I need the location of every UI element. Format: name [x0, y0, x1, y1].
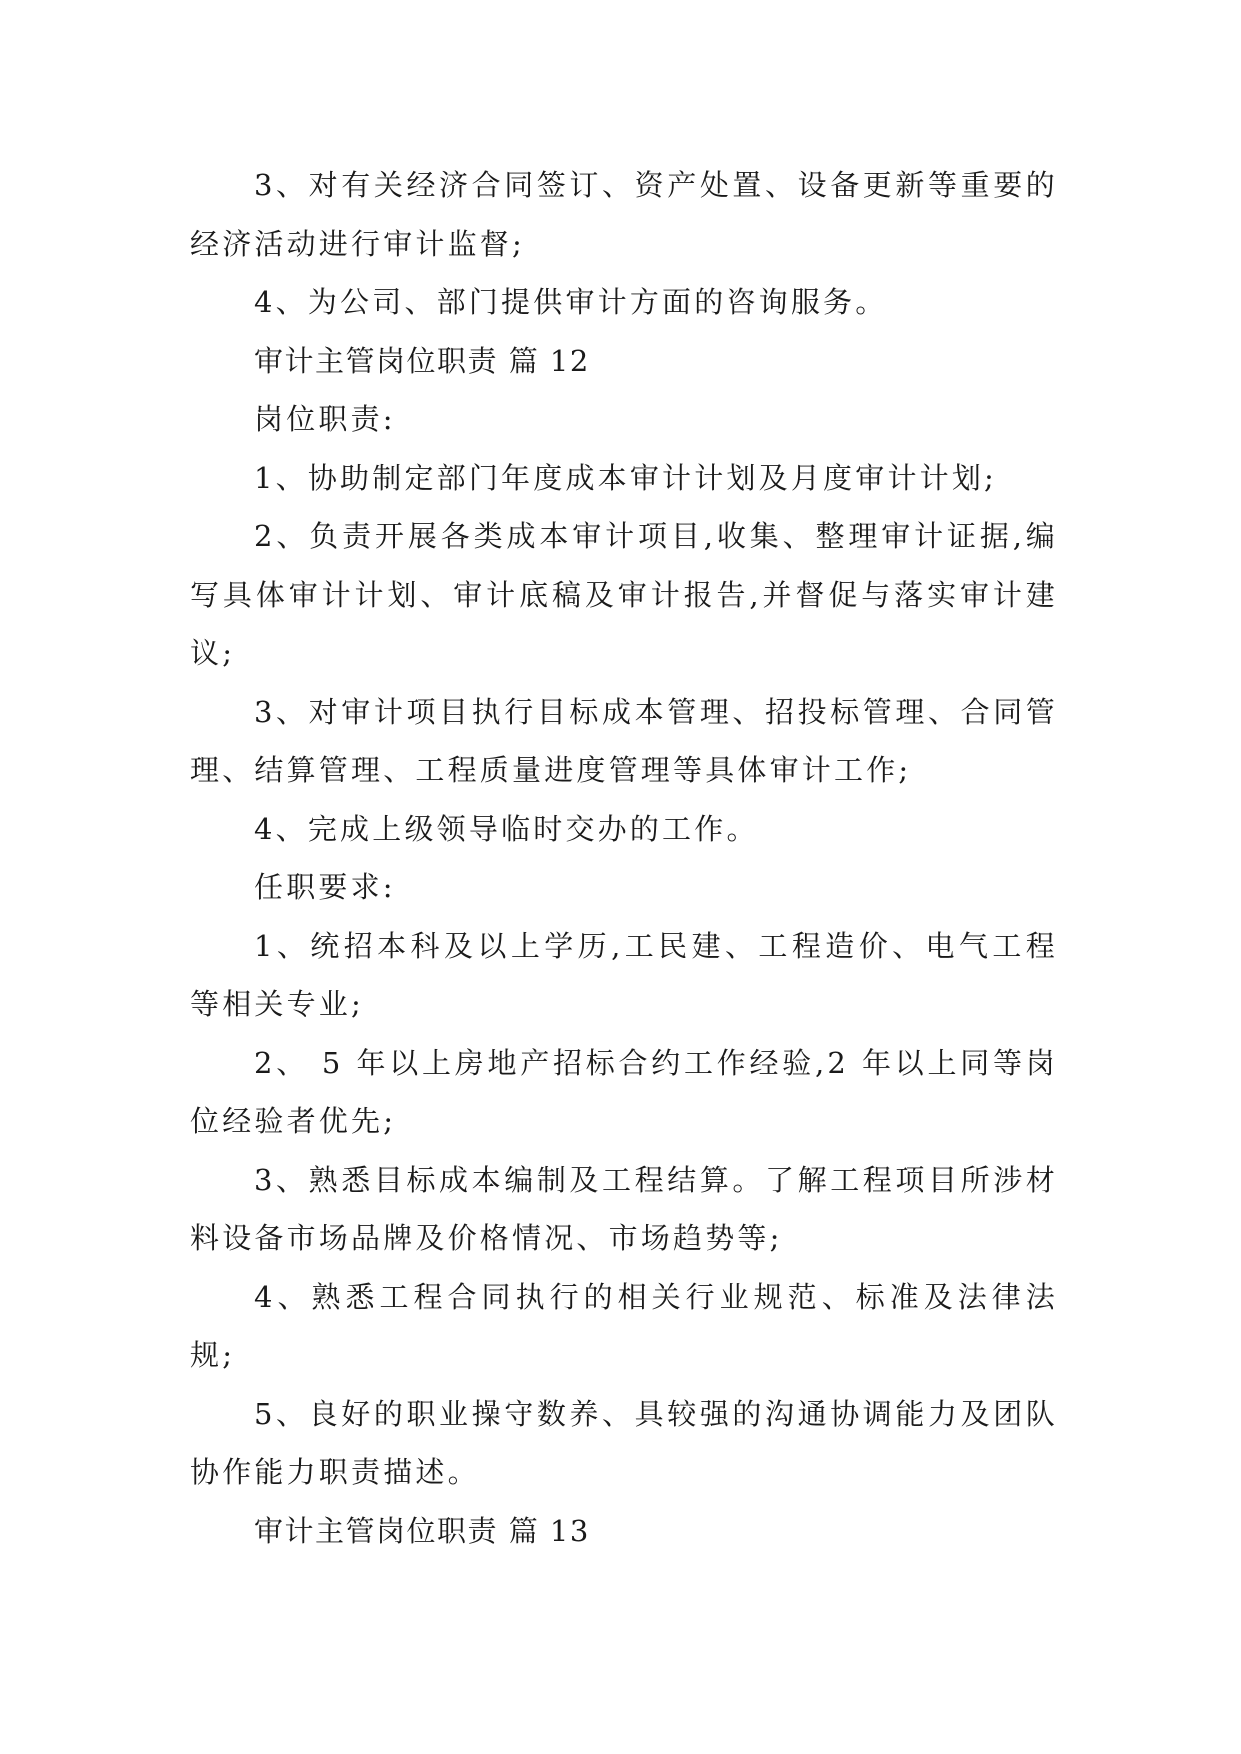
- subheading-requirements: 任职要求:: [254, 870, 396, 904]
- document-body: [190, 156, 1058, 1560]
- requirement-item-2: 2、 5 年以上房地产招标合约工作经验,2 年以上同等岗位经验者优先;: [190, 1045, 1058, 1138]
- requirement-item-4: 4、熟悉工程合同执行的相关行业规范、标准及法律法规;: [190, 1279, 1058, 1372]
- section-heading-13: 审计主管岗位职责 篇 13: [254, 1513, 590, 1548]
- paragraph-audit-item-4: 4、为公司、部门提供审计方面的咨询服务。: [254, 285, 888, 319]
- paragraph-audit-item-3: 3、对有关经济合同签订、资产处置、设备更新等重要的经济活动进行审计监督;: [190, 168, 1058, 261]
- duty-item-4: 4、完成上级领导临时交办的工作。: [254, 811, 759, 846]
- requirement-item-5: 5、良好的职业操守数养、具较强的沟通协调能力及团队协作能力职责描述。: [190, 1396, 1058, 1489]
- duty-item-1: 1、协助制定部门年度成本审计计划及月度审计计划;: [254, 460, 998, 495]
- duty-item-2: 2、负责开展各类成本审计项目,收集、整理审计证据,编写具体审计计划、审计底稿及审计报告,并督促与落实审计建议;: [190, 519, 1058, 670]
- requirement-item-3: 3、熟悉目标成本编制及工程结算。了解工程项目所涉材料设备市场品牌及价格情况、市场趋势等;: [190, 1162, 1058, 1255]
- duty-item-3: 3、对审计项目执行目标成本管理、招投标管理、合同管理、结算管理、工程质量进度管理等具体审计工作;: [190, 694, 1058, 787]
- subheading-duties: 岗位职责:: [254, 402, 396, 436]
- section-heading-12: 审计主管岗位职责 篇 12: [254, 343, 590, 378]
- requirement-item-1: 1、统招本科及以上学历,工民建、工程造价、电气工程等相关专业;: [190, 928, 1058, 1021]
